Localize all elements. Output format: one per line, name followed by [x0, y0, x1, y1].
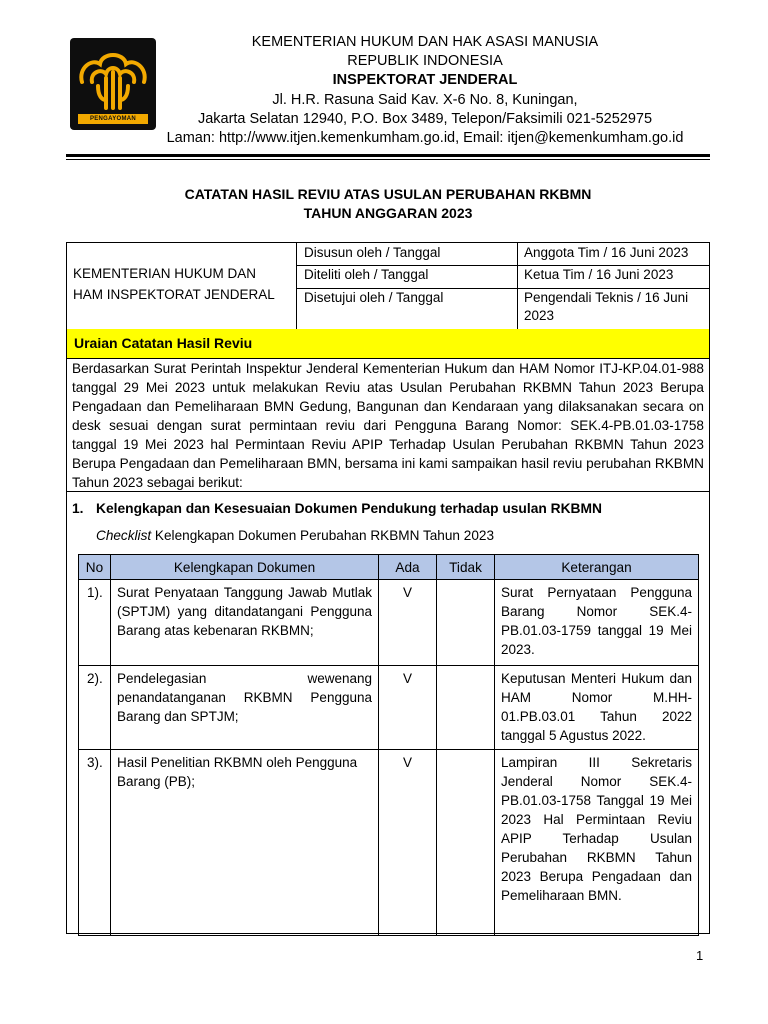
divider — [517, 242, 518, 329]
checklist-table — [78, 554, 699, 936]
row-document: Pendelegasian wewenang penandatanganan RKBMN Pengguna Barang dan SPTJM; — [111, 666, 379, 750]
col-header-keterangan: Keterangan — [495, 555, 699, 580]
section-title: Kelengkapan dan Kesesuaian Dokumen Pendukung terhadap usulan RKBMN — [96, 501, 602, 516]
row-tidak — [437, 580, 495, 666]
row-number: 2). — [79, 666, 111, 750]
address-line-1: Jl. H.R. Rasuna Said Kav. X-6 No. 8, Kuningan, — [272, 92, 578, 108]
unit-name: INSPEKTORAT JENDERAL — [332, 72, 518, 88]
checked-by-label: Diteliti oleh / Tanggal — [304, 267, 429, 282]
page-number: 1 — [696, 948, 704, 963]
row-number: 3). — [79, 750, 111, 936]
org-name-line-1: KEMENTERIAN HUKUM DAN — [73, 266, 257, 281]
row-tidak — [437, 666, 495, 750]
letterhead-rule-thick — [66, 154, 710, 157]
divider — [296, 242, 297, 329]
document-title: CATATAN HASIL REVIU ATAS USULAN PERUBAHAN RKBMN — [184, 186, 592, 202]
ministry-logo — [70, 38, 156, 130]
checklist-caption — [96, 527, 494, 545]
col-header-tidak: Tidak — [437, 555, 495, 580]
row-ada: V — [379, 750, 437, 936]
table-row — [79, 580, 699, 666]
table-header-row — [79, 555, 699, 580]
approved-by-value: Pengendali Teknis / 16 Juni — [524, 290, 689, 305]
prepared-by-label: Disusun oleh / Tanggal — [304, 245, 441, 260]
uraian-heading: Uraian Catatan Hasil Reviu — [67, 329, 709, 358]
row-keterangan: Keputusan Menteri Hukum dan HAM Nomor M.HH-01.PB.03.01 Tahun 2022 tanggal 5 Agustus 2022. — [495, 666, 699, 750]
checklist-italic: Checklist — [96, 528, 152, 543]
checklist-caption-rest: Kelengkapan Dokumen Perubahan RKBMN Tahun 2023 — [151, 528, 494, 543]
checked-by-value: Ketua Tim / 16 Juni 2023 — [524, 267, 674, 282]
col-header-ada: Ada — [379, 555, 437, 580]
country-name: REPUBLIK INDONESIA — [347, 53, 503, 69]
table-row — [79, 666, 699, 750]
row-ada: V — [379, 580, 437, 666]
row-document: Hasil Penelitian RKBMN oleh Pengguna Barang (PB); — [111, 750, 379, 936]
row-keterangan: Surat Pernyataan Pengguna Barang Nomor SEK.4-PB.01.03-1759 tanggal 19 Mei 2023. — [495, 580, 699, 666]
logo-caption: PENGAYOMAN — [89, 116, 137, 122]
contact-line: Laman: http://www.itjen.kemenkumham.go.id, Email: itjen@kemenkumham.go.id — [166, 130, 684, 146]
approved-by-label: Disetujui oleh / Tanggal — [304, 290, 444, 305]
document-subtitle: TAHUN ANGGARAN 2023 — [303, 205, 473, 221]
section-number: 1. — [72, 501, 84, 516]
row-tidak — [437, 750, 495, 936]
org-name-line-2: HAM INSPEKTORAT JENDERAL — [73, 287, 275, 302]
row-ada: V — [379, 666, 437, 750]
ministry-name: KEMENTERIAN HUKUM DAN HAK ASASI MANUSIA — [251, 34, 599, 50]
row-number: 1). — [79, 580, 111, 666]
address-line-2: Jakarta Selatan 12940, P.O. Box 3489, Telepon/Faksimili 021-5252975 — [197, 111, 653, 127]
uraian-paragraph: Berdasarkan Surat Perintah Inspektur Jenderal Kementerian Hukum dan HAM Nomor ITJ-KP.04.01-988 tanggal 29 Mei 2023 untuk melakukan Reviu atas Usulan Perubahan RKBMN Tahun 2023 Berupa Pengadaan dan Pemeliharaan BMN Gedung, Bangunan dan Kendaraan yang dilaksanakan secara on desk sesuai dengan surat permintaan reviu dari Pengguna Barang Nomor: SEK.4-PB.01.03-1758 tanggal 19 Mei 2023 hal Permintaan Reviu APIP Terhadap Usulan Perubahan RKBMN Tahun 2023 Berupa Pengadaan dan Pemeliharaan BMN, bersama ini kami sampaikan hasil reviu perubahan RKBMN Tahun 2023 sebagai berikut: — [72, 361, 704, 490]
row-keterangan: Lampiran III Sekretaris Jenderal Nomor SEK.4-PB.01.03-1758 Tanggal 19 Mei 2023 Hal Permintaan Reviu APIP Terhadap Usulan Perubahan RKBMN Tahun 2023 Berupa Pengadaan dan Pemeliharaan BMN. — [495, 750, 699, 936]
prepared-by-value: Anggota Tim / 16 Juni 2023 — [524, 245, 689, 260]
approved-by-value-cont: 2023 — [524, 308, 555, 323]
col-header-no: No — [79, 555, 111, 580]
table-row — [79, 750, 699, 936]
row-document: Surat Penyataan Tanggung Jawab Mutlak (SPTJM) yang ditandatangani Pengguna Barang atas kebenaran RKBMN; — [111, 580, 379, 666]
col-header-document: Kelengkapan Dokumen — [111, 555, 379, 580]
letterhead-rule-thin — [66, 159, 710, 160]
section-1-heading — [72, 500, 702, 518]
